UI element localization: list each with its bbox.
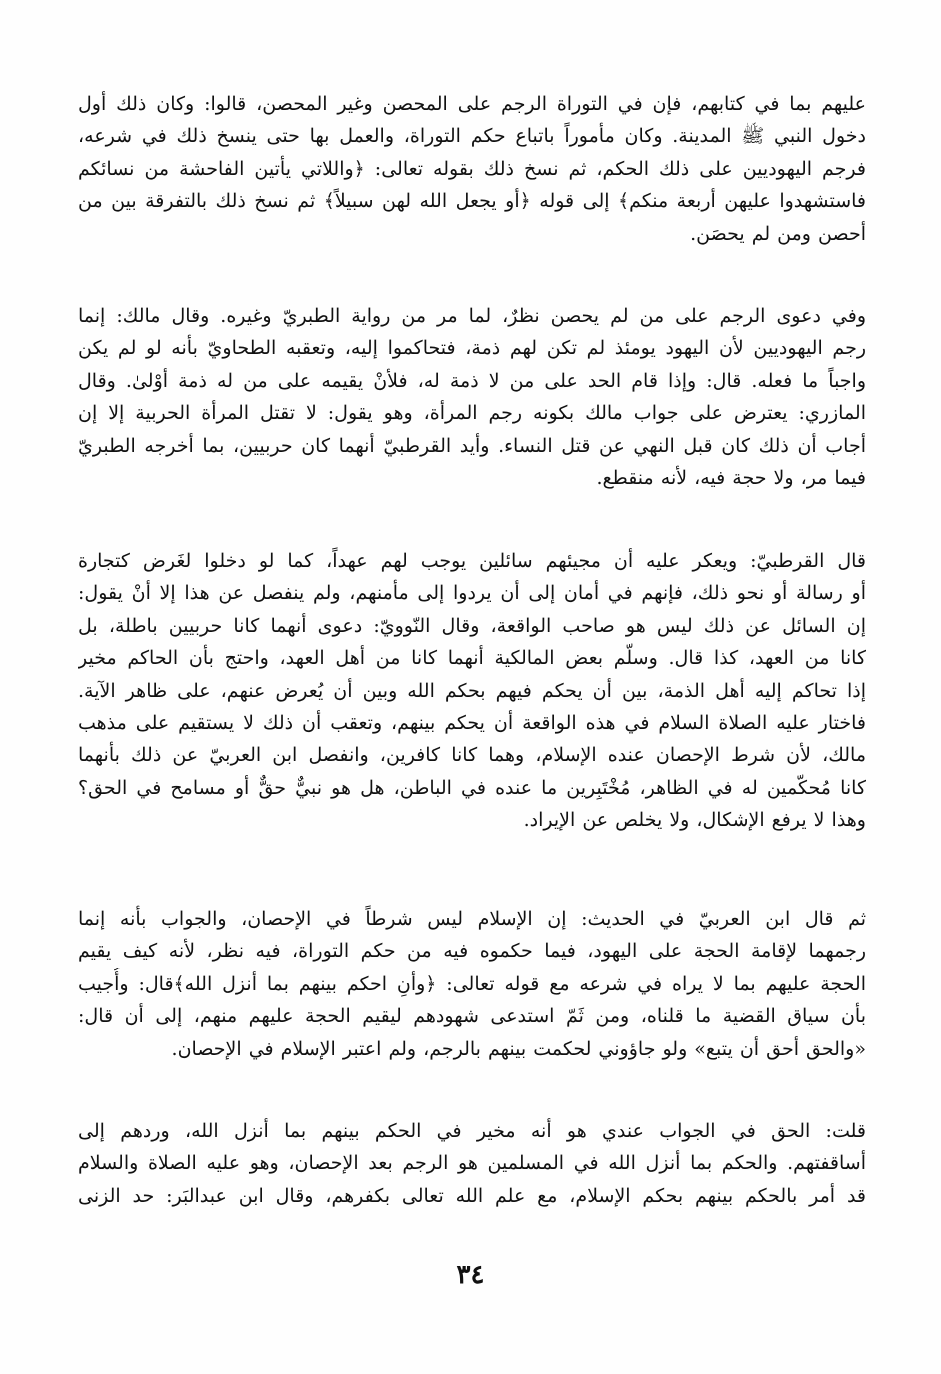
text-line: وفي دعوى الرجم على من لم يحصن نظرٌ، لما مر من رواية الطبريّ وغيره. وقال مالك: إنما	[78, 305, 866, 327]
text-line: أو رسالة أو نحو ذلك، فإنهم في أمان إلى أن يردوا إلى مأمنهم، ولم ينفصل عن هذا إلا أنْ يقول:	[78, 582, 866, 605]
text-line: رجم اليهوديين لأن اليهود يومئذ لم تكن لهم ذمة، فتحاكموا إليه، وتعقبه الطحاويّ بأنه لو لم يكن	[78, 337, 866, 360]
text-line: فرجم اليهوديين على ذلك الحكم، ثم نسخ ذلك بقوله تعالى: ﴿واللاتي يأتين الفاحشة من نسائكم	[78, 157, 866, 180]
text-line: مالك، لأن شرط الإحصان عنده الإسلام، وهما كانا كافرين، وانفصل ابن العربيّ عن ذلك بأنهما	[78, 744, 866, 767]
page-number: ٣٤	[456, 1260, 485, 1290]
paragraph-3	[78, 545, 866, 837]
text-line: المازري: يعترض على جواب مالك بكونه رجم المرأة، وهو يقول: لا تقتل المرأة الحربية إلا إن	[78, 402, 866, 425]
text-line: إن السائل عن ذلك ليس هو صاحب الواقعة، وقال النّوويّ: دعوى أنهما كانا حربيين باطلة، بل	[78, 614, 866, 637]
text-line: وهذا لا يرفع الإشكال، ولا يخلص عن الإيراد.	[523, 809, 866, 832]
paragraph-2	[78, 300, 866, 494]
text-line: فاختار عليه الصلاة السلام في هذه الواقعة أن يحكم بينهم، وتعقب أن ذلك لا يستقيم على مذهب	[78, 712, 866, 735]
text-line: أساقفتهم. والحكم بما أنزل الله في المسلمين هو الرجم بعد الإحصان، وهو عليه الصلاة والسلام	[78, 1152, 866, 1175]
text-line: بأن سياق القضية ما قلناه، ومن ثَمّ استدعى شهودهم ليقيم الحجة عليهم منهم، إلى أن قال:	[78, 1005, 866, 1028]
paragraph-1	[78, 88, 866, 250]
text-line: قلت: الحق في الجواب عندي هو أنه مخير في الحكم بينهم بما أنزل الله، وردهم إلى	[78, 1120, 866, 1142]
text-line: واجباً ما فعله. قال: وإذا قام الحد على من لا ذمة له، فلأنْ يقيمه على من له ذمة أوْلىٰ. وقال	[78, 369, 866, 392]
text-line: كانا من العهد، كذا قال. وسلّم بعض المالكية أنهما كانا من أهل العهد، واحتج بأن الحاكم مخير	[78, 647, 866, 670]
text-line: أجاب أن ذلك كان قبل النهي عن قتل النساء. وأيد القرطبيّ أنهما كان حربيين، بما أخرجه الطبريّ	[78, 434, 866, 457]
text-line: رجمهما لإقامة الحجة على اليهود، فيما حكموه فيه من حكم التوراة، فيه نظر، لأنه كيف يقيم	[78, 940, 866, 963]
text-line: فيما مر، ولا حجة فيه، لأنه منقطع.	[596, 467, 866, 490]
paragraph-4	[78, 903, 866, 1065]
text-line: دخول النبي ﷺ المدينة. وكان مأموراً باتباع حكم التوراة، والعمل بها حتى ينسخ ذلك في شرعه،	[78, 125, 866, 148]
text-line: عليهم بما في كتابهم، فإن في التوراة الرجم على المحصن وغير المحصن، قالوا: وكان ذلك أول	[78, 93, 866, 115]
paragraph-5	[78, 1115, 866, 1212]
text-line: «والحق أحق أن يتبع» ولو جاؤوني لحكمت بينهم بالرجم، ولم اعتبر الإسلام في الإحصان.	[171, 1037, 866, 1060]
text-line: الحجة عليهم بما لا يراه في شرعه مع قوله تعالى: ﴿وأنِ احكم بينهم بما أنزل الله﴾قال: وأُجيب	[78, 972, 866, 995]
text-line: إذا تحاكم إليه أهل الذمة، بين أن يحكم فيهم بحكم الله وبين أن يُعرض عنهم، على ظاهر الآية.	[78, 679, 866, 702]
text-line: أحصن ومن لم يحصَن.	[690, 222, 866, 245]
text-line: قد أمر بالحكم بينهم بحكم الإسلام، مع علم الله تعالى بكفرهم، وقال ابن عبدالبَر: حد الزنى	[78, 1184, 866, 1207]
text-line: قال القرطبيّ: ويعكر عليه أن مجيئهم سائلين يوجب لهم عهداً، كما لو دخلوا لغَرض كتجارة	[78, 550, 866, 572]
text-line: فاستشهدوا عليهن أربعة منكم﴾ إلى قوله ﴿أو يجعل الله لهن سبيلاً﴾ ثم نسخ ذلك بالتفرقة بين من	[78, 190, 866, 213]
text-line: كانا مُحكّمين له في الظاهر، مُخْتَبِرين ما عنده في الباطن، هل هو نبيٌّ حقٌّ أو مسامح في الحق؟	[78, 776, 866, 799]
text-line: ثم قال ابن العربيّ في الحديث: إن الإسلام ليس شرطاً في الإحصان، والجواب بأنه إنما	[78, 908, 866, 930]
